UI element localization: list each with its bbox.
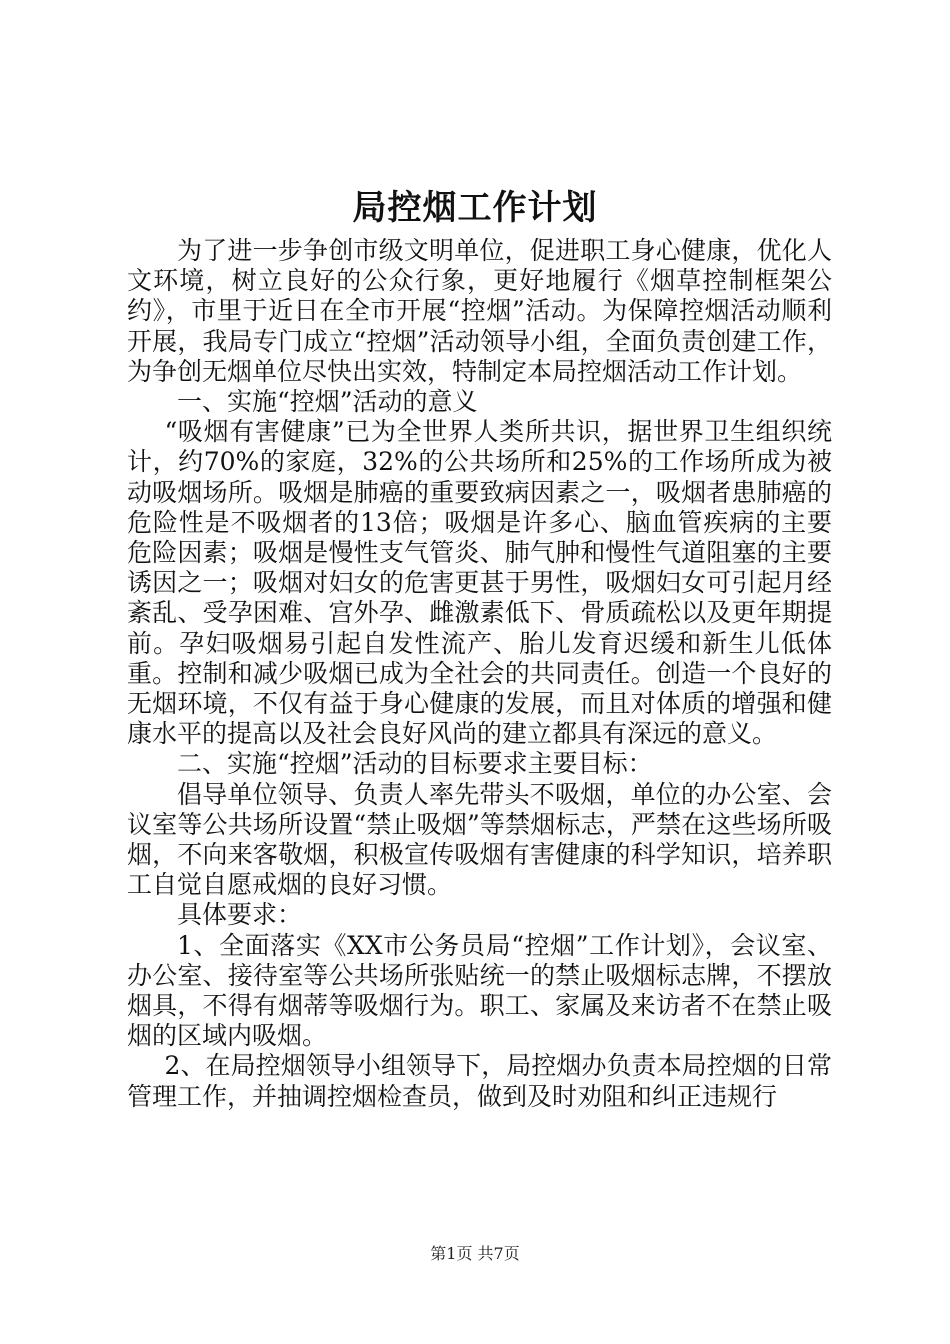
document-body bbox=[127, 236, 832, 1112]
document-title: 局控烟工作计划 bbox=[352, 188, 598, 228]
requirement-item-1: 1、全面落实《XX市公务员局“控烟”工作计划》，会议室、办公室、接待室等公共场所张贴统一的禁止吸烟标志牌，不摆放烟具，不得有烟蒂等吸烟行为。职工、家属及来访者不在禁止吸烟的区域内吸烟。 bbox=[127, 930, 832, 1051]
page-footer: 第1页 共7页 bbox=[430, 1244, 520, 1263]
intro-paragraph: 为了进一步争创市级文明单位，促进职工身心健康，优化人文环境，树立良好的公众行象，更好地履行《烟草控制框架公约》，市里于近日在全市开展“控烟”活动。为保障控烟活动顺利开展，我局专门成立“控烟”活动领导小组，全面负责创建工作，为争创无烟单位尽快出实效，特制定本局控烟活动工作计划。 bbox=[127, 236, 832, 386]
significance-paragraph: “吸烟有害健康”已为全世界人类所共识，据世界卫生组织统计，约70%的家庭，32%的公共场所和25%的工作场所成为被动吸烟场所。吸烟是肺癌的重要致病因素之一，吸烟者患肺癌的危险性是不吸烟者的13倍；吸烟是许多心、脑血管疾病的主要危险因素；吸烟是慢性支气管炎、肺气肿和慢性气道阻塞的主要诱因之一；吸烟对妇女的危害更甚于男性，吸烟妇女可引起月经紊乱、受孕困难、宫外孕、雌激素低下、骨质疏松以及更年期提前。孕妇吸烟易引起自发性流产、胎儿发育迟缓和新生儿低体重。控制和减少吸烟已成为全社会的共同责任。创造一个良好的无烟环境，不仅有益于身心健康的发展，而且对体质的增强和健康水平的提高以及社会良好风尚的建立都具有深远的意义。 bbox=[127, 417, 832, 749]
goals-paragraph: 倡导单位领导、负责人率先带头不吸烟，单位的办公室、会议室等公共场所设置“禁止吸烟”等禁烟标志，严禁在这些场所吸烟，不向来客敬烟，积极宣传吸烟有害健康的科学知识，培养职工自觉自愿戒烟的良好习惯。 bbox=[127, 779, 832, 900]
section-heading-significance: 一、实施“控烟”活动的意义 bbox=[177, 387, 478, 417]
section-heading-goals: 二、实施“控烟”活动的目标要求主要目标： bbox=[177, 749, 653, 779]
requirement-item-2: 2、在局控烟领导小组领导下，局控烟办负责本局控烟的日常管理工作，并抽调控烟检查员，做到及时劝阻和纠正违规行 bbox=[127, 1051, 832, 1111]
requirements-heading: 具体要求： bbox=[177, 900, 303, 930]
